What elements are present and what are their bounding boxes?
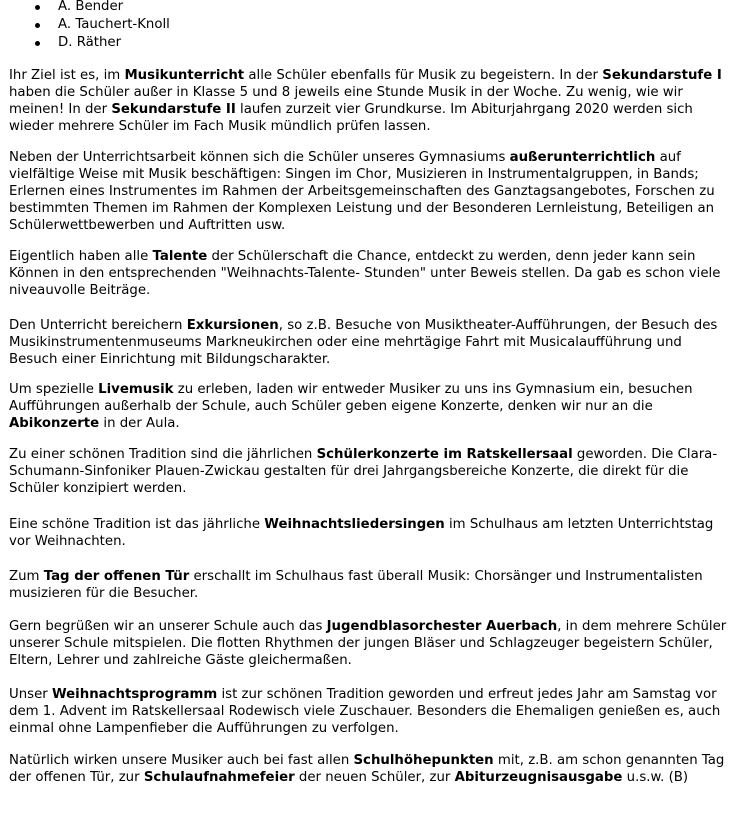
author-item [9, 34, 170, 52]
bold-term: Livemusik [98, 382, 174, 397]
paragraph-open-day [9, 568, 729, 602]
paragraph-wind-orchestra [9, 618, 729, 669]
text-run: haben die Schüler außer in Klasse 5 und 8 jeweils eine Stunde Musik in der Woche. Zu wenig, wie wir meinen! In der [9, 85, 683, 117]
text-run: Ihr Ziel ist es, im [9, 68, 125, 83]
bold-term: Sekundarstufe I [602, 68, 722, 83]
text-run: Eine schöne Tradition ist das jährliche [9, 517, 265, 532]
text-run: in der Aula. [99, 416, 180, 431]
bold-term: außerunterrichtlich [509, 150, 656, 165]
paragraph-talents [9, 248, 729, 299]
paragraph-christmas-singing [9, 516, 729, 550]
bold-term: Abikonzerte [9, 416, 100, 431]
text-run: laufen zurzeit vier Grundkurse. Im Abiturjahrgang 2020 werden sich wieder mehrere Schüler im Fach Musik mündlich prüfen lassen. [9, 102, 693, 134]
bold-term: Talente [152, 249, 208, 264]
bold-term: Musikunterricht [124, 68, 245, 83]
paragraph-christmas-program [9, 686, 729, 737]
text-run: Zum [9, 569, 44, 584]
paragraph-live-music [9, 381, 729, 432]
text-run: mit, z.B. am schon genannten Tag der offenen Tür, zur [9, 753, 725, 785]
paragraph-music-lessons [9, 67, 729, 135]
text-run: Eigentlich haben alle [9, 249, 153, 264]
text-run: Unser [9, 687, 52, 702]
text-run: , in dem mehrere Schüler unserer Schule mitspielen. Die flotten Rhythmen der jungen Bläser und Schlagzeuger begeistern Schüler, Eltern, Lehrer und zahlreiche Gäste gleichermaßen. [9, 619, 727, 668]
bullet-icon [35, 5, 40, 10]
text-run: , so z.B. Besuche von Musiktheater-Aufführungen, der Besuch des Musikinstrumentenmuseums Markneukirchen oder eine mehrtägige Fahrt mit Musicalaufführung und Besuch einer Einrichtung mit Bildungscharakter. [9, 318, 718, 367]
author-name: A. Tauchert-Knoll [58, 17, 170, 32]
bold-term: Abiturzeugnisausgabe [454, 770, 623, 785]
text-run: erschallt im Schulhaus fast überall Musik: Chorsänger und Instrumentalisten musizieren für die Besucher. [9, 569, 703, 601]
author-item [9, 16, 170, 34]
text-run: Um spezielle [9, 382, 99, 397]
bold-term: Tag der offenen Tür [43, 569, 190, 584]
bold-term: Weihnachtsliedersingen [264, 517, 445, 532]
author-list [9, 0, 170, 52]
text-run: Gern begrüßen wir an unserer Schule auch das [9, 619, 327, 634]
bullet-icon [35, 23, 40, 28]
text-run: im Schulhaus am letzten Unterrichtstag vor Weihnachten. [9, 517, 714, 549]
text-run: Neben der Unterrichtsarbeit können sich die Schüler unseres Gymnasiums [9, 150, 510, 165]
bullet-icon [35, 41, 40, 46]
bold-term: Sekundarstufe II [111, 102, 236, 117]
text-run: alle Schüler ebenfalls für Musik zu begeistern. In der [244, 68, 603, 83]
bold-term: Schulaufnahmefeier [143, 770, 295, 785]
paragraph-extracurricular [9, 149, 729, 234]
text-run: Den Unterricht bereichern [9, 318, 187, 333]
text-run: der Schülerschaft die Chance, entdeckt zu werden, denn jeder kann sein Können in den entsprechenden "Weihnachts-Talente- Stunden" unter Beweis stellen. Da gab es schon viele niveauvolle Beiträge. [9, 249, 721, 298]
author-item [9, 0, 170, 16]
bold-term: Schülerkonzerte im Ratskellersaal [316, 447, 573, 462]
paragraph-student-concerts [9, 446, 729, 497]
paragraph-school-highlights [9, 752, 729, 786]
bold-term: Exkursionen [186, 318, 279, 333]
bold-term: Weihnachtsprogramm [51, 687, 218, 702]
text-run: u.s.w. (B) [622, 770, 689, 785]
author-name: A. Bender [58, 0, 124, 14]
text-run: Natürlich wirken unsere Musiker auch bei fast allen [9, 753, 354, 768]
bold-term: Schulhöhepunkten [353, 753, 494, 768]
author-name: D. Räther [58, 35, 122, 50]
text-run: zu erleben, laden wir entweder Musiker zu uns ins Gymnasium ein, besuchen Aufführungen außerhalb der Schule, auch Schüler geben eigene Konzerte, denken wir nur an die [9, 382, 693, 414]
text-run: geworden. Die Clara-Schumann-Sinfoniker Plauen-Zwickau gestalten für drei Jahrgangsbereiche Konzerte, die direkt für die Schüler konzipiert werden. [9, 447, 718, 496]
text-run: der neuen Schüler, zur [294, 770, 455, 785]
bold-term: Jugendblasorchester Auerbach [326, 619, 558, 634]
text-run: ist zur schönen Tradition geworden und erfreut jedes Jahr am Samstag vor dem 1. Advent im Ratskellersaal Rodewisch viele Zuschauer. Besonders die Ehemaligen genießen es, auch einmal ohne Lampenfieber die Aufführungen zu verfolgen. [9, 687, 721, 736]
text-run: auf vielfältige Weise mit Musik beschäftigen: Singen im Chor, Musizieren in Instrumentalgruppen, in Bands; Erlernen eines Instrumentes im Rahmen der Arbeitsgemeinschaften des Ganztagsangebotes, Forschen zu bestimmten Themen im Rahmen der Komplexen Leistung und der Besonderen Lernleistung, Beteiligen an Schülerwettbewerben und Auftritten usw. [9, 150, 715, 233]
text-run: Zu einer schönen Tradition sind die jährlichen [9, 447, 317, 462]
paragraph-excursions [9, 317, 729, 368]
